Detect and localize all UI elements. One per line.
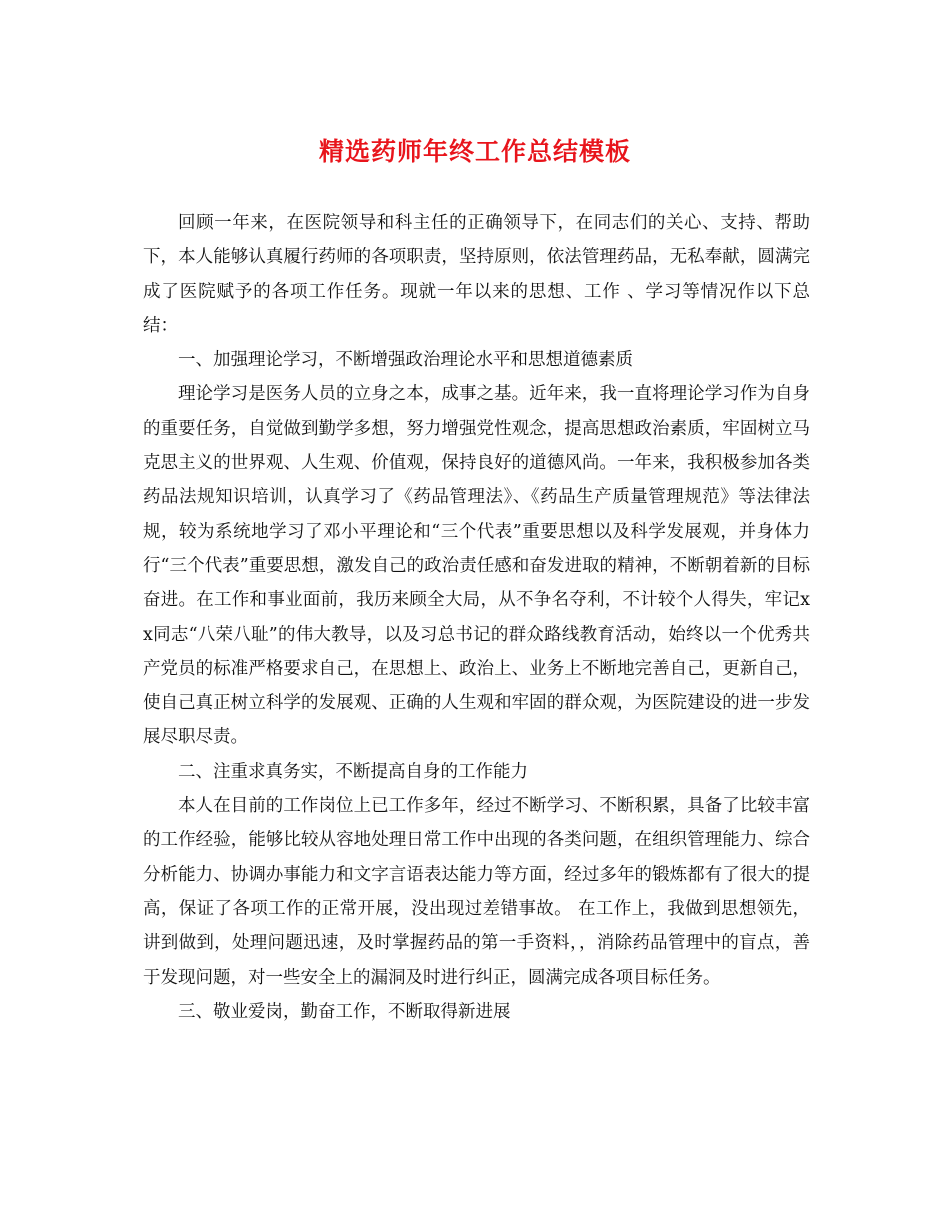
section-heading-3: 三、敬业爱岗，勤奋工作，不断取得新进展: [178, 1001, 511, 1022]
intro-paragraph: 回顾一年来，在医院领导和科主任的正确领导下，在同志们的关心、支持、帮助下，本人能够认真履行药师的各项职责，坚持原则，依法管理药品，无私奉献，圆满完成了医院赋予的各项工作任务。现就一年以来的思想、工作 、学习等情况作以下总结：: [143, 213, 810, 336]
section-heading-1: 一、加强理论学习，不断增强政治理论水平和思想道德素质: [178, 350, 633, 371]
document-title: 精选药师年终工作总结模板: [318, 137, 631, 166]
section-paragraph-2: 本人在目前的工作岗位上已工作多年，经过不断学习、不断积累，具备了比较丰富的工作经验，能够比较从容地处理日常工作中出现的各类问题，在组织管理能力、综合分析能力、协调办事能力和文字言语表达能力等方面，经过多年的锻炼都有了很大的提高，保证了各项工作的正常开展，没出现过差错事故。 在工作上，我做到思想领先，讲到做到，处理问题迅速，及时掌握药品的第一手资料，，消除药品管理中的盲点，善于发现问题，对一些安全上的漏洞及时进行纠正，圆满完成各项目标任务。: [143, 796, 810, 988]
document-body: [143, 206, 810, 1029]
section-paragraph-1: 理论学习是医务人员的立身之本，成事之基。近年来，我一直将理论学习作为自身的重要任务，自觉做到勤学多想，努力增强党性观念，提高思想政治素质，牢固树立马克思主义的世界观、人生观、价值观，保持良好的道德风尚。一年来，我积极参加各类药品法规知识培训，认真学习了《药品管理法》、《药品生产质量管理规范》等法律法规，较为系统地学习了邓小平理论和“三个代表”重要思想以及科学发展观，并身体力行“三个代表”重要思想，激发自己的政治责任感和奋发进取的精神，不断朝着新的目标奋进。在工作和事业面前，我历来顾全大局，从不争名夺利，不计较个人得失，牢记xx同志“八荣八耻”的伟大教导，以及习总书记的群众路线教育活动，始终以一个优秀共产党员的标准严格要求自己，在思想上、政治上、业务上不断地完善自己，更新自己，使自己真正树立科学的发展观、正确的人生观和牢固的群众观，为医院建设的进一步发展尽职尽责。: [143, 384, 810, 748]
section-heading-2: 二、注重求真务实，不断提高自身的工作能力: [178, 761, 528, 782]
